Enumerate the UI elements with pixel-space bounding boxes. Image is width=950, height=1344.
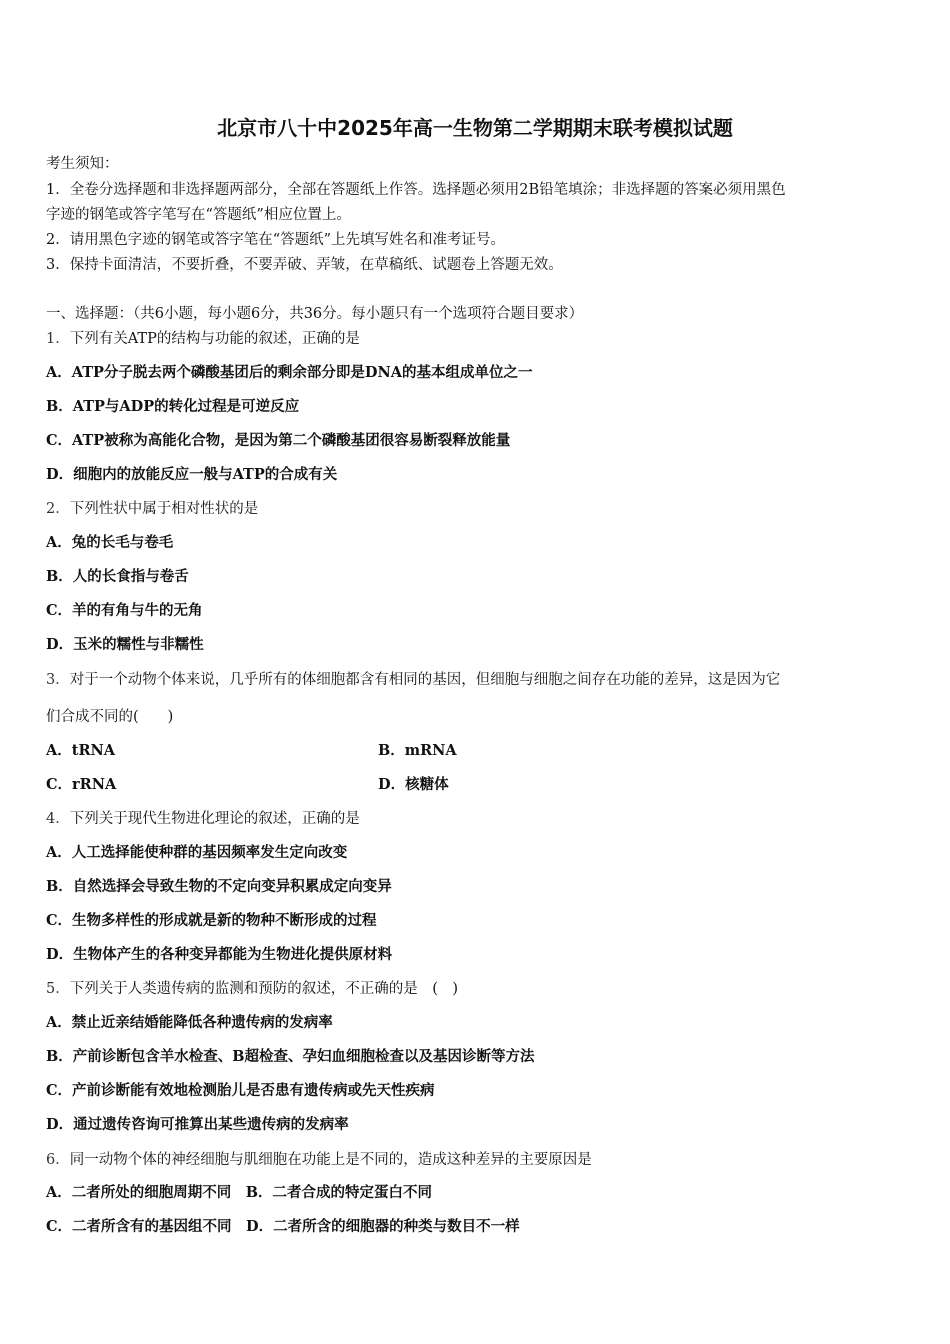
question-text: 同一动物个体的神经细胞与肌细胞在功能上是不同的，造成这种差异的主要原因是: [69, 1152, 592, 1168]
question-1-option-b: B．ATP与ADP的转化过程是可逆反应: [46, 398, 300, 415]
notice-heading: 考生须知：: [46, 156, 119, 172]
question-text: 下列关于人类遗传病的监测和预防的叙述，不正确的是 ( ): [69, 981, 459, 997]
question-3-option-d: D．核糖体: [378, 776, 449, 793]
question-number: 6．: [46, 1152, 70, 1168]
question-3-stem-continued: 们合成不同的( ): [46, 709, 174, 725]
question-number: 4．: [46, 811, 70, 827]
question-4-option-d: D．生物体产生的各种变异都能为生物进化提供原材料: [46, 946, 393, 963]
question-6-options-cd: C．二者所含有的基因组不同 D．二者所含的细胞器的种类与数目不一样: [46, 1218, 520, 1235]
notice-item: 2．请用黑色字迹的钢笔或答字笔在“答题纸”上先填写姓名和准考证号。: [46, 232, 506, 248]
question-1-option-a: A．ATP分子脱去两个磷酸基团后的剩余部分即是DNA的基本组成单位之一: [46, 364, 533, 381]
section-heading: 一、选择题：（共6小题，每小题6分，共36分。每小题只有一个选项符合题目要求）: [46, 306, 584, 322]
question-number: 5．: [46, 981, 70, 997]
question-4-option-b: B．自然选择会导致生物的不定向变异积累成定向变异: [46, 878, 392, 895]
question-2-stem: [46, 497, 258, 518]
question-3-stem: [46, 668, 780, 689]
question-text: 下列关于现代生物进化理论的叙述，正确的是: [69, 811, 360, 827]
question-6-options-ab: A．二者所处的细胞周期不同 B．二者合成的特定蛋白不同: [46, 1184, 433, 1201]
question-5-option-c: C．产前诊断能有效地检测胎儿是否患有遗传病或先天性疾病: [46, 1082, 435, 1099]
question-1-option-d: D．细胞内的放能反应一般与ATP的合成有关: [46, 466, 338, 483]
page-title: 北京市八十中2025年高一生物第二学期期末联考模拟试题: [217, 116, 733, 140]
question-number: 3．: [46, 672, 70, 688]
question-number: 2．: [46, 501, 70, 517]
question-4-option-c: C．生物多样性的形成就是新的物种不断形成的过程: [46, 912, 377, 929]
question-number: 1．: [46, 331, 70, 347]
question-6-stem: [46, 1148, 592, 1169]
question-4-option-a: A．人工选择能使种群的基因频率发生定向改变: [46, 844, 348, 861]
question-5-option-b: B．产前诊断包含羊水检查、B超检查、孕妇血细胞检查以及基因诊断等方法: [46, 1048, 535, 1065]
notice-item: 字迹的钢笔或答字笔写在“答题纸”相应位置上。: [46, 207, 351, 223]
question-2-option-b: B．人的长食指与卷舌: [46, 568, 189, 585]
question-2-option-d: D．玉米的糯性与非糯性: [46, 636, 204, 653]
question-3-option-a: A．tRNA: [46, 742, 116, 759]
question-2-option-a: A．兔的长毛与卷毛: [46, 534, 174, 551]
question-3-option-c: C．rRNA: [46, 776, 117, 793]
question-4-stem: [46, 807, 360, 828]
question-text: 下列有关ATP的结构与功能的叙述，正确的是: [69, 331, 360, 347]
question-5-option-a: A．禁止近亲结婚能降低各种遗传病的发病率: [46, 1014, 333, 1031]
question-2-option-c: C．羊的有角与牛的无角: [46, 602, 203, 619]
question-5-option-d: D．通过遗传咨询可推算出某些遗传病的发病率: [46, 1116, 349, 1133]
question-1-option-c: C．ATP被称为高能化合物，是因为第二个磷酸基团很容易断裂释放能量: [46, 432, 511, 449]
question-1-stem: [46, 327, 360, 348]
question-text: 下列性状中属于相对性状的是: [69, 501, 259, 517]
question-text: 对于一个动物个体来说，几乎所有的体细胞都含有相同的基因，但细胞与细胞之间存在功能的差异，这是因为它: [69, 672, 781, 688]
notice-item: 3．保持卡面清洁，不要折叠，不要弄破、弄皱，在草稿纸、试题卷上答题无效。: [46, 257, 563, 273]
question-5-stem: [46, 977, 458, 998]
notice-item: 1．全卷分选择题和非选择题两部分，全部在答题纸上作答。选择题必须用2B铅笔填涂；非选择题的答案必须用黑色: [46, 182, 786, 198]
question-3-option-b: B．mRNA: [378, 742, 457, 759]
